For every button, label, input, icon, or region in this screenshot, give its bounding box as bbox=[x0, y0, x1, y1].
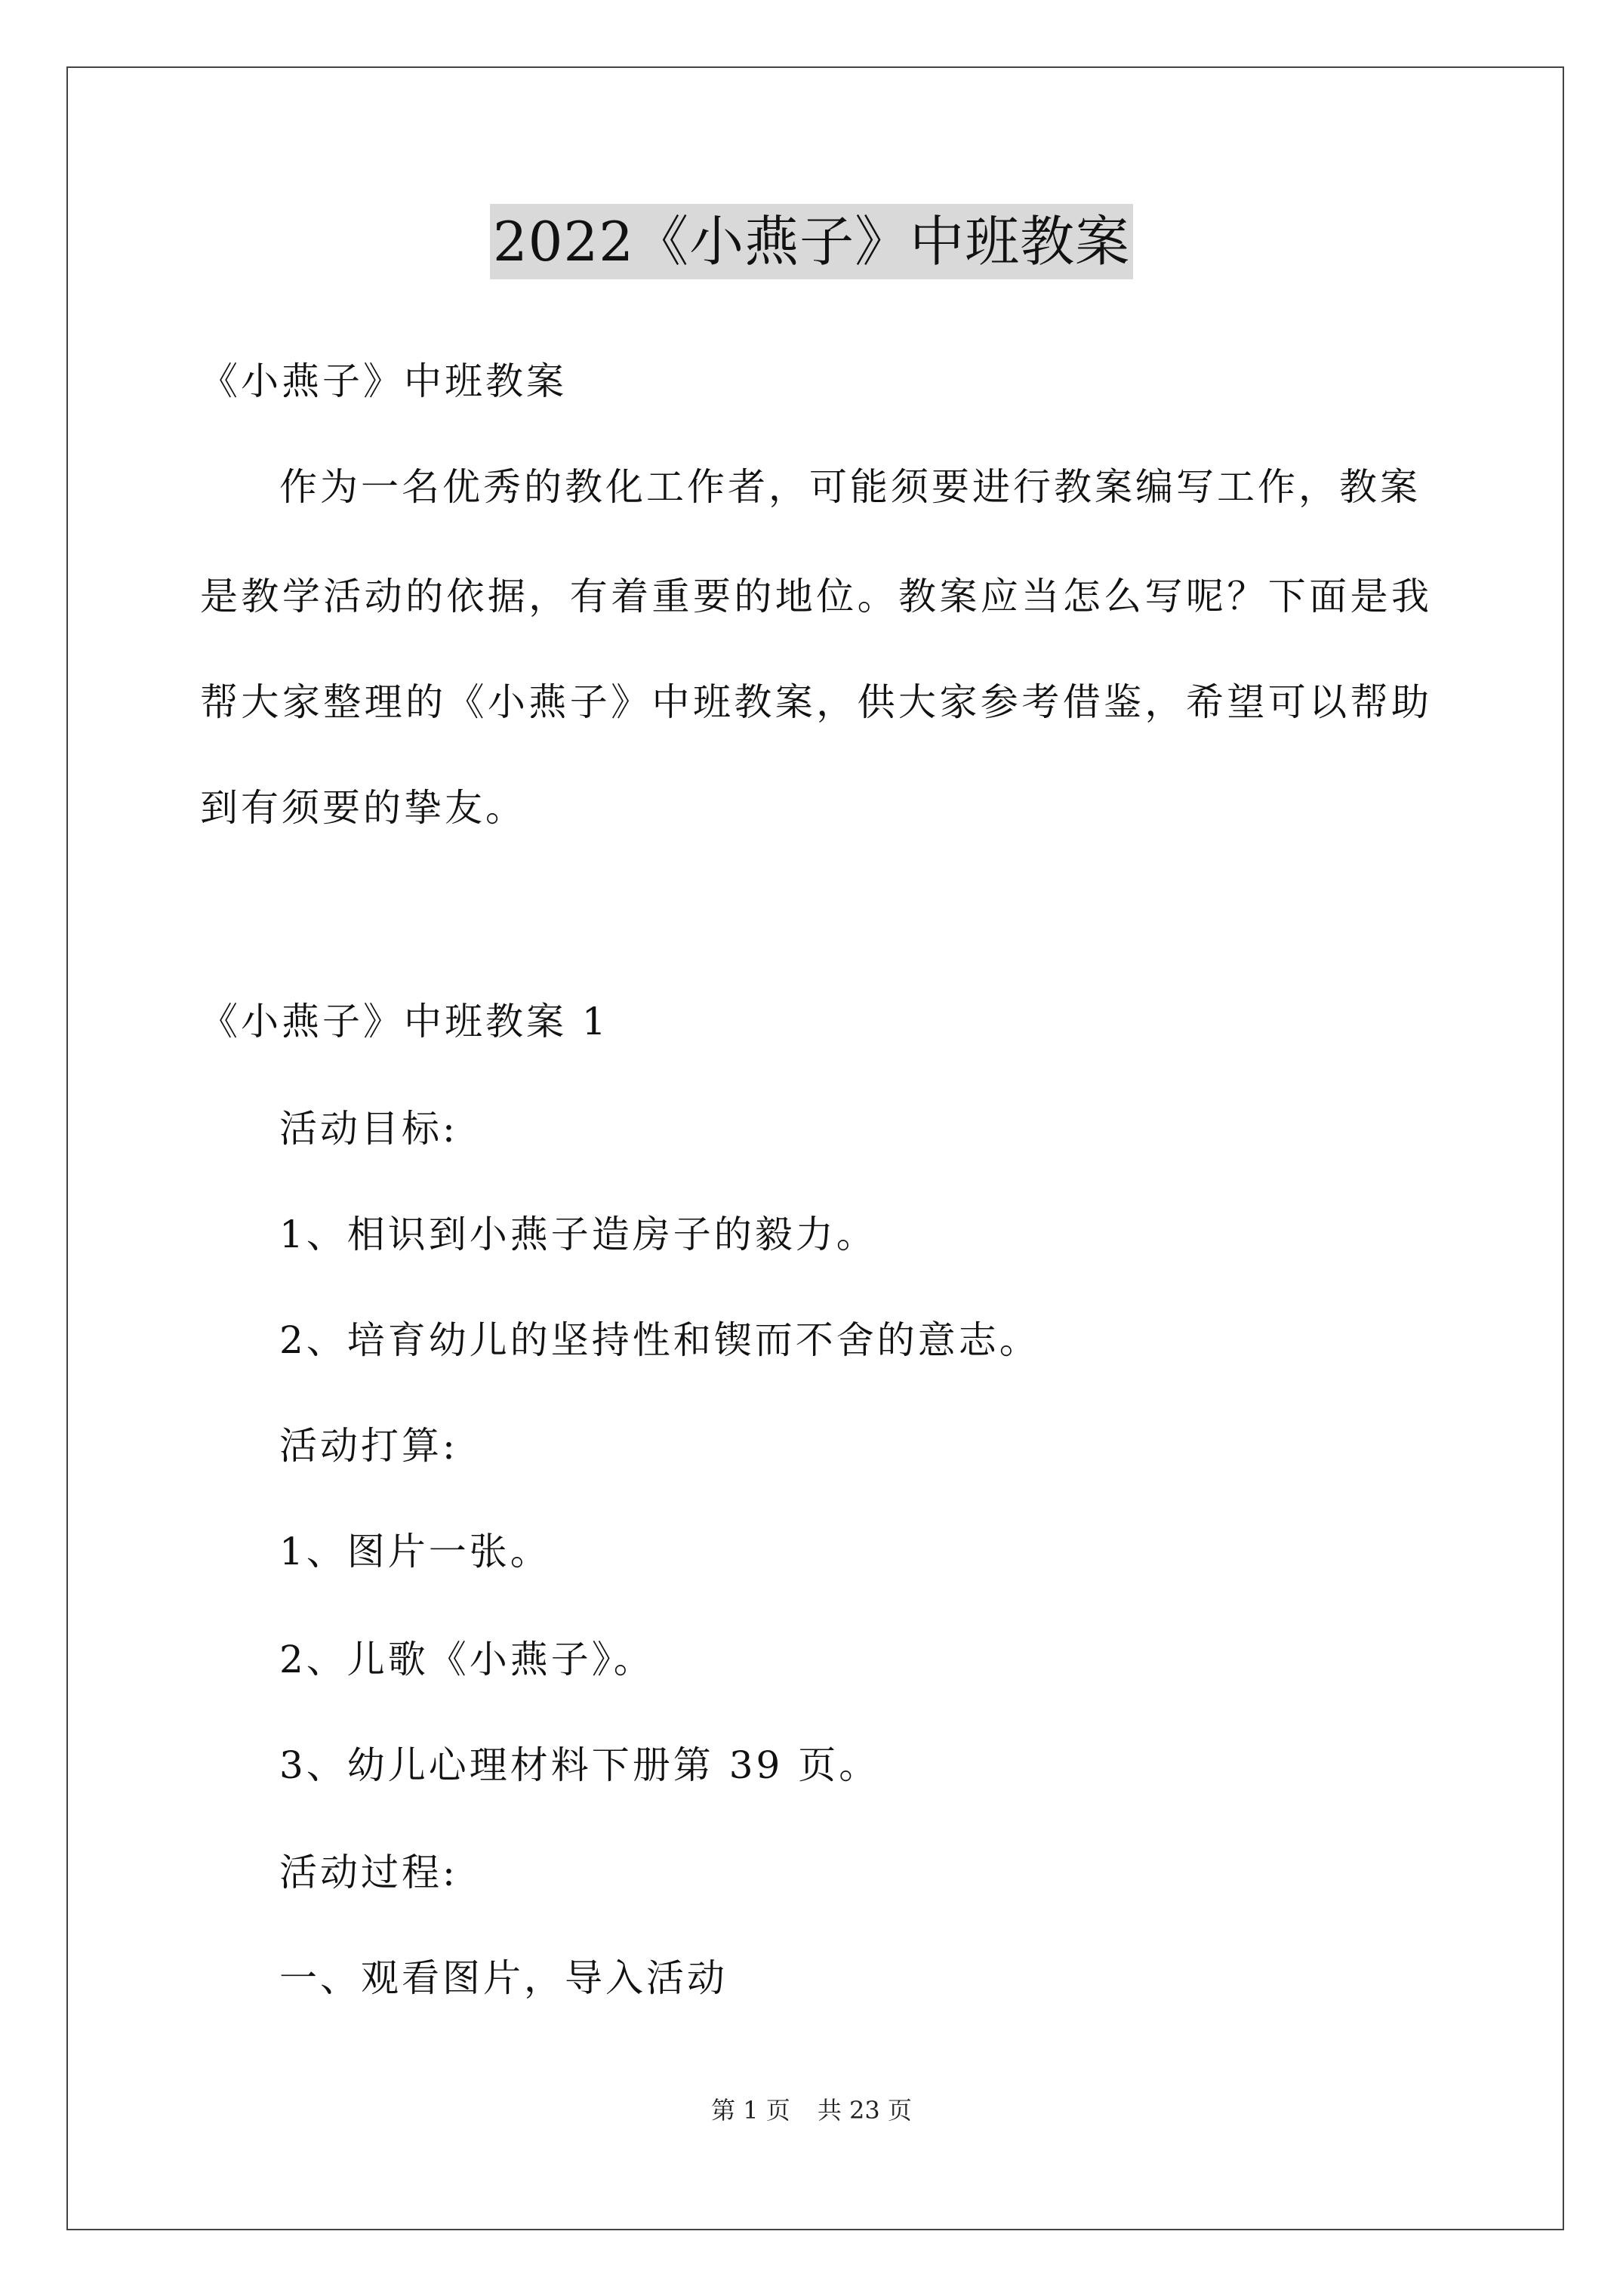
goal-item-1: 1、相识到小燕子造房子的毅力。 bbox=[279, 1213, 877, 1256]
title-container bbox=[0, 204, 1623, 279]
prep-item-1: 1、图片一张。 bbox=[279, 1530, 551, 1573]
intro-line-2: 是教学活动的依据，有着重要的地位。教案应当怎么写呢？下面是我 bbox=[200, 575, 1431, 618]
document-subtitle: 《小燕子》中班教案 bbox=[200, 359, 567, 403]
intro-line-1: 作为一名优秀的教化工作者，可能须要进行教案编写工作，教案 bbox=[279, 465, 1421, 509]
intro-line-3: 帮大家整理的《小燕子》中班教案，供大家参考借鉴，希望可以帮助 bbox=[200, 680, 1431, 724]
prep-heading: 活动打算: bbox=[279, 1424, 458, 1468]
process-heading: 活动过程: bbox=[279, 1851, 458, 1894]
goal-item-2: 2、培育幼儿的坚持性和锲而不舍的意志。 bbox=[279, 1318, 1040, 1362]
process-step-1: 一、观看图片，导入活动 bbox=[279, 1956, 728, 2000]
section-heading: 《小燕子》中班教案 1 bbox=[200, 1000, 609, 1043]
page-footer bbox=[0, 2091, 1623, 2129]
goal-heading: 活动目标: bbox=[279, 1107, 458, 1151]
prep-item-3: 3、幼儿心理材料下册第 39 页。 bbox=[279, 1743, 880, 1787]
page-number: 第 1 页 bbox=[711, 2096, 790, 2125]
page-total: 共 23 页 bbox=[817, 2096, 912, 2125]
document-title: 2022《小燕子》中班教案 bbox=[490, 204, 1133, 279]
intro-line-4: 到有须要的挚友。 bbox=[200, 786, 526, 830]
prep-item-2: 2、儿歌《小燕子》。 bbox=[279, 1638, 654, 1681]
